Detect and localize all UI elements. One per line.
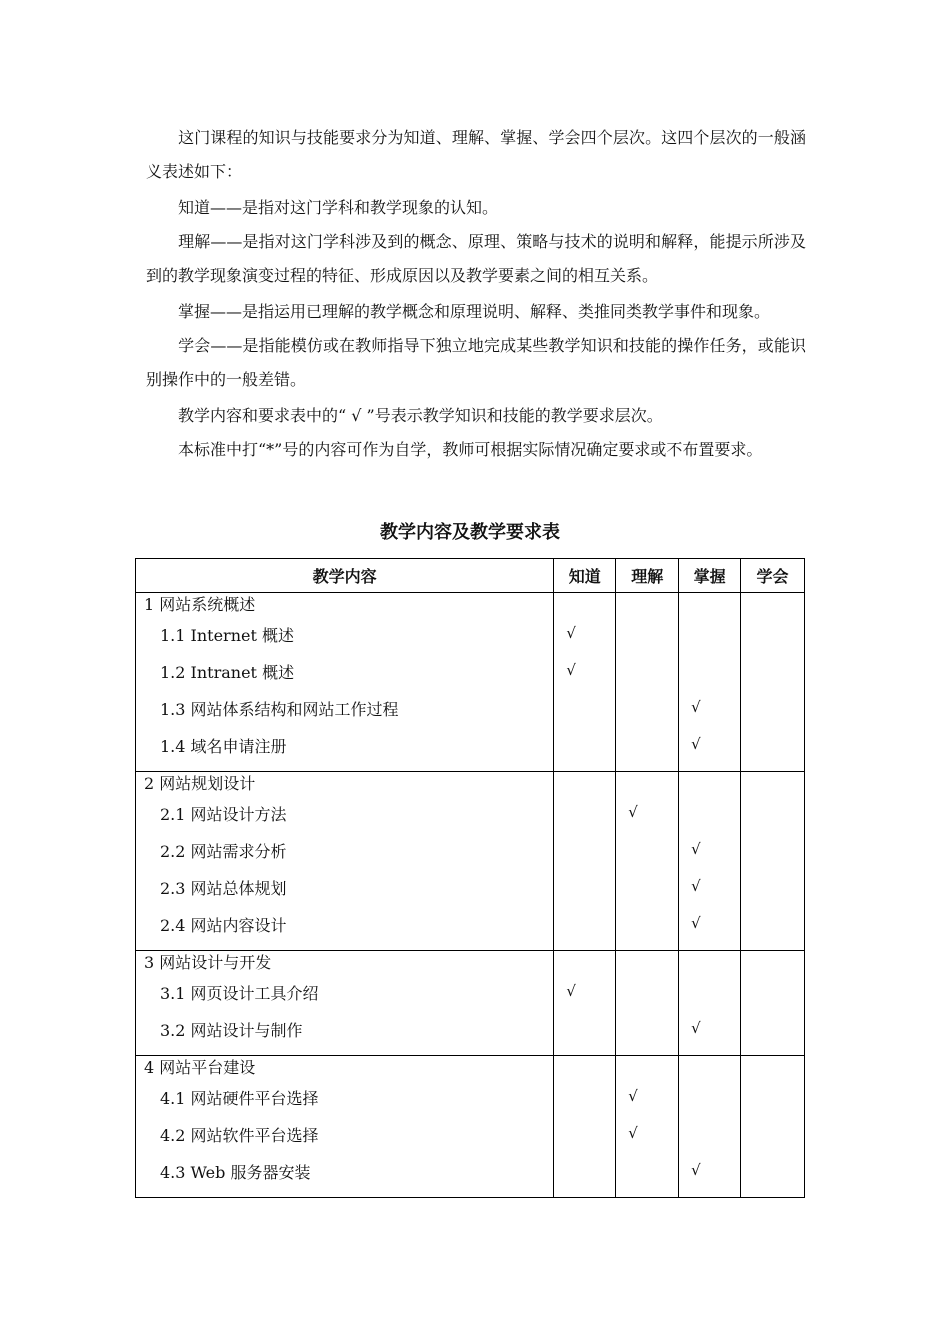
item-label: 2.3 网站总体规划 bbox=[160, 879, 287, 898]
mark-cell-master bbox=[679, 951, 741, 1056]
intro-text: 这门课程的知识与技能要求分为知道、理解、掌握、学会四个层次。这四个层次的一般涵义表述如下： bbox=[146, 128, 806, 181]
check-mark: √ bbox=[691, 1161, 701, 1179]
check-mark: √ bbox=[691, 914, 701, 932]
mark-cell-know bbox=[554, 1056, 616, 1198]
check-mark: √ bbox=[566, 624, 576, 642]
self-study-note bbox=[146, 433, 806, 467]
content-cell bbox=[136, 593, 554, 772]
table-row bbox=[136, 951, 805, 1056]
definition-understand-text: 理解——是指对这门学科涉及到的概念、原理、策略与技术的说明和解释，能提示所涉及到的教学现象演变过程的特征、形成原因以及教学要素之间的相互关系。 bbox=[146, 232, 806, 285]
check-mark: √ bbox=[691, 698, 701, 716]
mark-cell-understand bbox=[616, 772, 679, 951]
item-label: 2.4 网站内容设计 bbox=[160, 916, 287, 935]
item-label: 4.2 网站软件平台选择 bbox=[160, 1126, 319, 1145]
item-label: 3.2 网站设计与制作 bbox=[160, 1021, 303, 1040]
definition-learn bbox=[146, 329, 806, 397]
check-mark: √ bbox=[691, 735, 701, 753]
check-mark: √ bbox=[628, 1087, 638, 1105]
header-row bbox=[136, 559, 805, 593]
table-body bbox=[136, 593, 805, 1198]
requirements-table bbox=[135, 558, 805, 1198]
mark-cell-know bbox=[554, 593, 616, 772]
mark-cell-learn bbox=[741, 593, 805, 772]
header-learn: 学会 bbox=[741, 559, 805, 593]
self-study-note-text: 本标准中打“*”号的内容可作为自学，教师可根据实际情况确定要求或不布置要求。 bbox=[178, 440, 763, 459]
check-mark: √ bbox=[691, 1019, 701, 1037]
definition-master bbox=[146, 295, 806, 329]
mark-cell-learn bbox=[741, 1056, 805, 1198]
content-cell bbox=[136, 1056, 554, 1198]
item-label: 2.1 网站设计方法 bbox=[160, 805, 287, 824]
mark-cell-understand bbox=[616, 1056, 679, 1198]
mark-cell-learn bbox=[741, 772, 805, 951]
check-mark: √ bbox=[628, 803, 638, 821]
mark-cell-know bbox=[554, 951, 616, 1056]
header-content: 教学内容 bbox=[136, 559, 554, 593]
mark-cell-master bbox=[679, 1056, 741, 1198]
definition-know-text: 知道——是指对这门学科和教学现象的认知。 bbox=[178, 198, 499, 217]
item-label: 3.1 网页设计工具介绍 bbox=[160, 984, 319, 1003]
item-label: 2.2 网站需求分析 bbox=[160, 842, 287, 861]
item-label: 1.1 Internet 概述 bbox=[160, 626, 294, 645]
item-label: 4.3 Web 服务器安装 bbox=[160, 1163, 311, 1182]
mark-cell-know bbox=[554, 772, 616, 951]
table-row bbox=[136, 1056, 805, 1198]
mark-cell-master bbox=[679, 593, 741, 772]
item-label: 4.1 网站硬件平台选择 bbox=[160, 1089, 319, 1108]
definition-know bbox=[146, 191, 806, 225]
item-label: 1.3 网站体系结构和网站工作过程 bbox=[160, 700, 399, 719]
definition-understand bbox=[146, 225, 806, 293]
section-title: 3 网站设计与开发 bbox=[144, 953, 272, 972]
check-mark: √ bbox=[566, 982, 576, 1000]
table-row bbox=[136, 772, 805, 951]
header-master: 掌握 bbox=[679, 559, 741, 593]
definition-master-text: 掌握——是指运用已理解的教学概念和原理说明、解释、类推同类教学事件和现象。 bbox=[178, 302, 771, 321]
intro-paragraph bbox=[146, 121, 806, 189]
section-title: 2 网站规划设计 bbox=[144, 774, 256, 793]
section-title: 1 网站系统概述 bbox=[144, 595, 256, 614]
mark-cell-master bbox=[679, 772, 741, 951]
section-title: 4 网站平台建设 bbox=[144, 1058, 256, 1077]
mark-cell-understand bbox=[616, 593, 679, 772]
item-label: 1.2 Intranet 概述 bbox=[160, 663, 295, 682]
content-cell bbox=[136, 951, 554, 1056]
check-mark: √ bbox=[691, 840, 701, 858]
check-mark: √ bbox=[691, 877, 701, 895]
content-cell bbox=[136, 772, 554, 951]
mark-cell-learn bbox=[741, 951, 805, 1056]
table-title: 教学内容及教学要求表 bbox=[380, 522, 560, 543]
check-mark-note-text: 教学内容和要求表中的“ √ ”号表示教学知识和技能的教学要求层次。 bbox=[178, 406, 663, 425]
header-know: 知道 bbox=[554, 559, 616, 593]
table-row bbox=[136, 593, 805, 772]
mark-cell-understand bbox=[616, 951, 679, 1056]
definition-learn-text: 学会——是指能模仿或在教师指导下独立地完成某些教学知识和技能的操作任务，或能识别操作中的一般差错。 bbox=[146, 336, 806, 389]
check-mark: √ bbox=[566, 661, 576, 679]
header-understand: 理解 bbox=[616, 559, 679, 593]
item-label: 1.4 域名申请注册 bbox=[160, 737, 287, 756]
check-mark: √ bbox=[628, 1124, 638, 1142]
check-mark-note bbox=[146, 399, 806, 433]
